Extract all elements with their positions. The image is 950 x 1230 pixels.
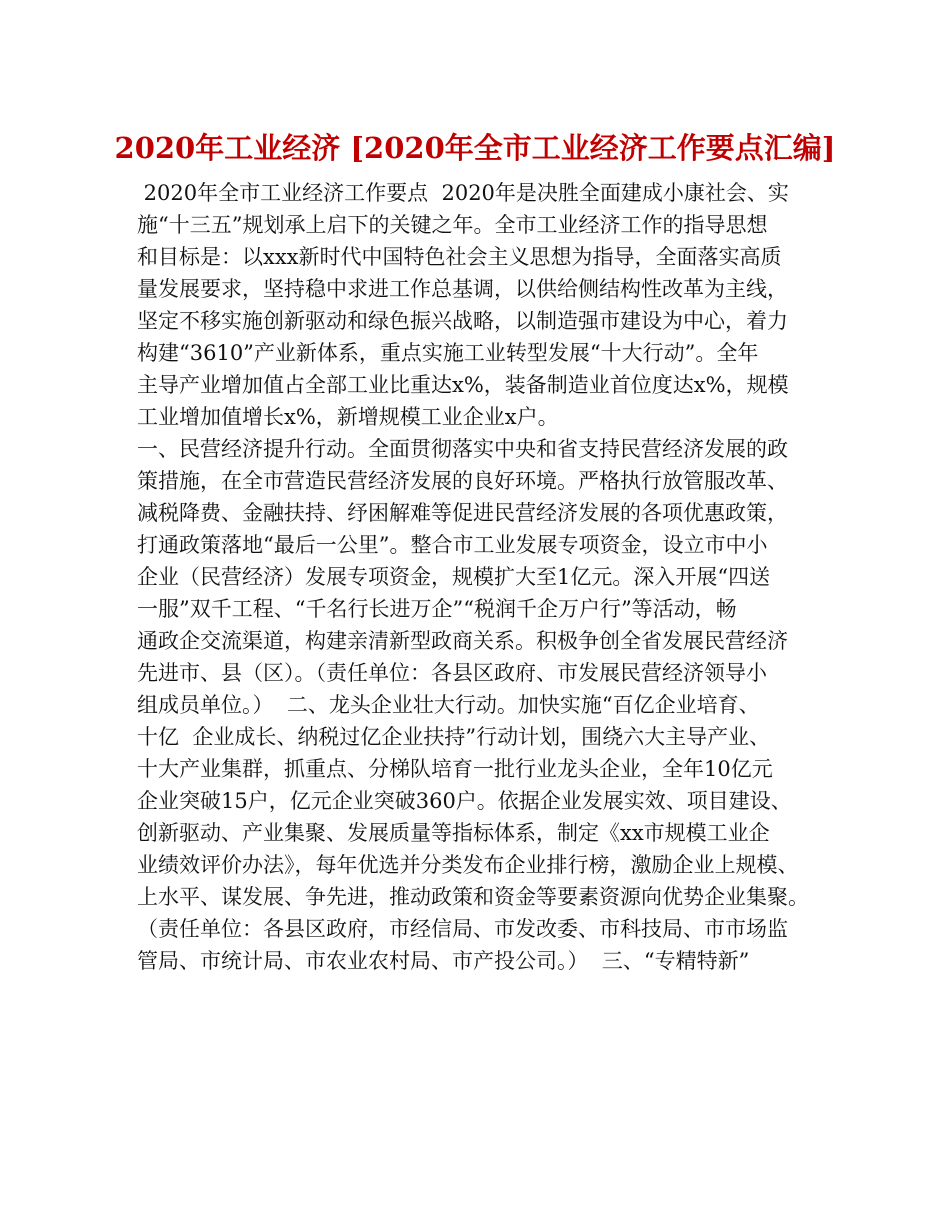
document-body (137, 177, 837, 977)
body-text-line: 策措施，在全市营造民营经济发展的良好环境。严格执行放管服改革、 (137, 469, 788, 493)
body-text-line: 十大产业集群，抓重点、分梯队培育一批行业龙头企业，全年10亿元 (137, 757, 773, 781)
body-text-line: 企业（民营经济）发展专项资金，规模扩大至1亿元。深入开展“四送 (137, 565, 771, 589)
body-text-line: 十亿 企业成长、纳税过亿企业扶持”行动计划，围绕六大主导产业、 (137, 725, 771, 749)
body-text-line: 通政企交流渠道，构建亲清新型政商关系。积极争创全省发展民营经济 (137, 629, 788, 653)
body-text-line: 上水平、谋发展、争先进，推动政策和资金等要素资源向优势企业集聚。 (137, 885, 809, 909)
body-text-line: 打通政策落地“最后一公里”。整合市工业发展专项资金，设立市中小 (137, 533, 768, 557)
body-text-line: 2020年全市工业经济工作要点 2020年是决胜全面建成小康社会、实 (137, 181, 789, 205)
body-text-line: 量发展要求，坚持稳中求进工作总基调，以供给侧结构性改革为主线， (137, 277, 788, 301)
body-text-line: 一、民营经济提升行动。全面贯彻落实中央和省支持民营经济发展的政 (137, 437, 788, 461)
body-text-line: 企业突破15户，亿元企业突破360户。依据企业发展实效、项目建设、 (137, 789, 792, 813)
body-text-line: 构建“3610”产业新体系，重点实施工业转型发展“十大行动”。全年 (137, 341, 759, 365)
body-text-line: 工业增加值增长x%，新增规模工业企业x户。 (137, 405, 559, 429)
document-title: 2020年工业经济 [2020年全市工业经济工作要点汇编] (114, 131, 836, 165)
body-text-line: 主导产业增加值占全部工业比重达x%，装备制造业首位度达x%，规模 (137, 373, 789, 397)
body-text-line: 组成员单位。） 二、龙头企业壮大行动。加快实施“百亿企业培育、 (137, 693, 760, 717)
body-text-line: （责任单位：各县区政府，市经信局、市发改委、市科技局、市市场监 (137, 917, 788, 941)
body-text-line: 一服”双千工程、“千名行长进万企”“税润千企万户行”等活动，畅 (137, 597, 737, 621)
body-text-line: 创新驱动、产业集聚、发展质量等指标体系，制定《xx市规模工业企 (137, 821, 770, 845)
body-text-line: 管局、市统计局、市农业农村局、市产投公司。） 三、“专精特新” (137, 949, 750, 973)
body-text-line: 坚定不移实施创新驱动和绿色振兴战略，以制造强市建设为中心，着力 (137, 309, 788, 333)
body-text-line: 和目标是：以xxx新时代中国特色社会主义思想为指导，全面落实高质 (137, 245, 782, 269)
body-text-line: 施“十三五”规划承上启下的关键之年。全市工业经济工作的指导思想 (137, 213, 768, 237)
body-text-line: 业绩效评价办法》，每年优选并分类发布企业排行榜，激励企业上规模、 (137, 853, 799, 877)
body-text-line: 先进市、县（区）。（责任单位：各县区政府、市发展民营经济领导小 (137, 661, 767, 685)
body-text-line: 减税降费、金融扶持、纾困解难等促进民营经济发展的各项优惠政策， (137, 501, 788, 525)
